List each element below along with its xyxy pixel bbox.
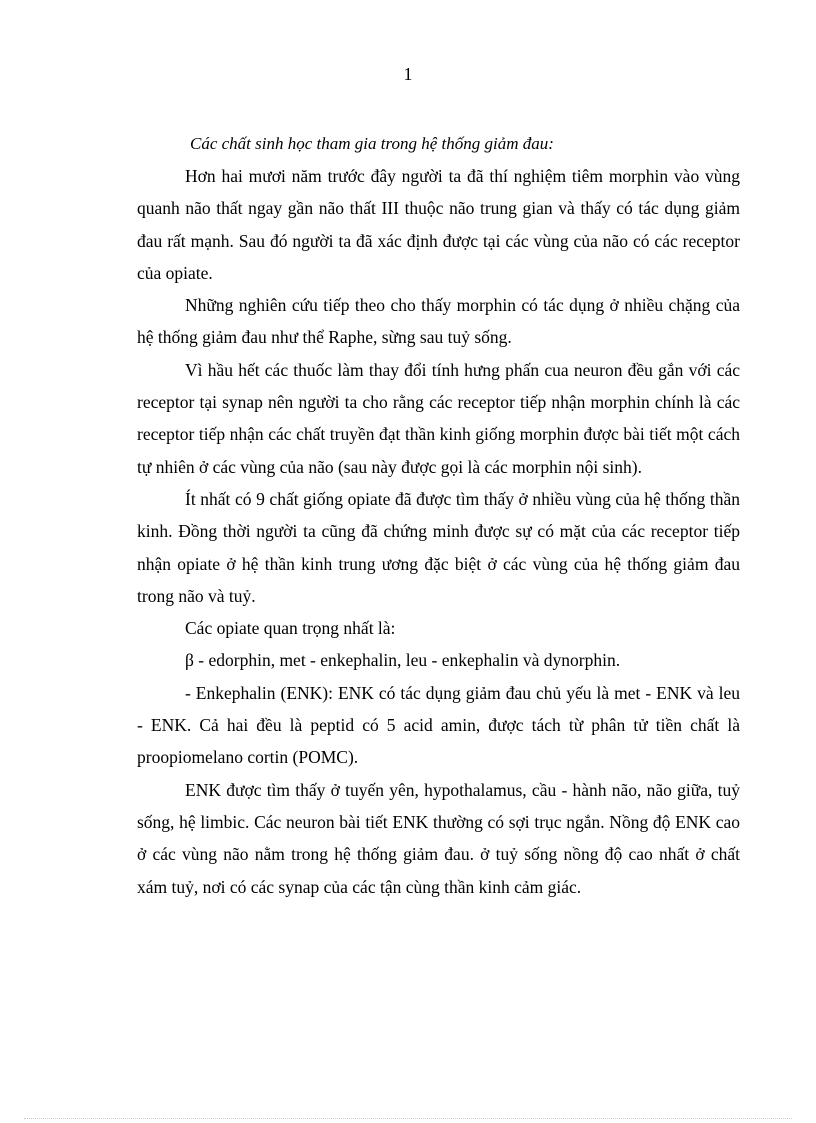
page-bottom-divider <box>24 1118 792 1119</box>
paragraph-3: Vì hầu hết các thuốc làm thay đổi tính hưng phấn cua neuron đều gắn với các receptor tại synap nên người ta cho rằng các receptor tiếp nhận morphin chính là các receptor tiếp nhận các chất truyền đạt thần kinh giống morphin được bài tiết một cách tự nhiên ở các vùng của não (sau này được gọi là các morphin nội sinh). <box>137 359 740 477</box>
paragraph-1: Hơn hai mươi năm trước đây người ta đã thí nghiệm tiêm morphin vào vùng quanh não thất ngay gần não thất III thuộc não trung gian và thấy có tác dụng giảm đau rất mạnh. Sau đó người ta đã xác định được tại các vùng của não có các receptor của opiate. <box>137 166 740 283</box>
paragraph-6: β - edorphin, met - enkephalin, leu - enkephalin và dynorphin. <box>185 650 621 671</box>
section-heading: Các chất sinh học tham gia trong hệ thống giảm đau: <box>190 134 554 153</box>
paragraph-2: Những nghiên cứu tiếp theo cho thấy morphin có tác dụng ở nhiều chặng của hệ thống giảm đau như thể Raphe, sừng sau tuỷ sống. <box>137 295 740 348</box>
paragraph-5: Các opiate quan trọng nhất là: <box>185 618 396 639</box>
paragraph-4: Ít nhất có 9 chất giống opiate đã được tìm thấy ở nhiều vùng của hệ thống thần kinh. Đồng thời người ta cũng đã chứng minh được sự có mặt của các receptor tiếp nhận opiate ở hệ thần kinh trung ương đặc biệt ở các vùng của hệ thống giảm đau trong não và tuỷ. <box>137 488 740 606</box>
paragraph-8: ENK được tìm thấy ở tuyến yên, hypothalamus, cầu - hành não, não giữa, tuỷ sống, hệ limbic. Các neuron bài tiết ENK thường có sợi trục ngắn. Nồng độ ENK cao ở các vùng não nằm trong hệ thống giảm đau. ở tuỷ sống nồng độ cao nhất ở chất xám tuỷ, nơi có các synap của các tận cùng thần kinh cảm giác. <box>137 779 740 897</box>
paragraph-7: - Enkephalin (ENK): ENK có tác dụng giảm đau chủ yếu là met - ENK và leu - ENK. Cả hai đều là peptid có 5 acid amin, được tách từ phân tử tiền chất là proopiomelano cortin (POMC). <box>137 682 740 768</box>
page-number: 1 <box>403 64 413 84</box>
document-body <box>137 128 740 903</box>
